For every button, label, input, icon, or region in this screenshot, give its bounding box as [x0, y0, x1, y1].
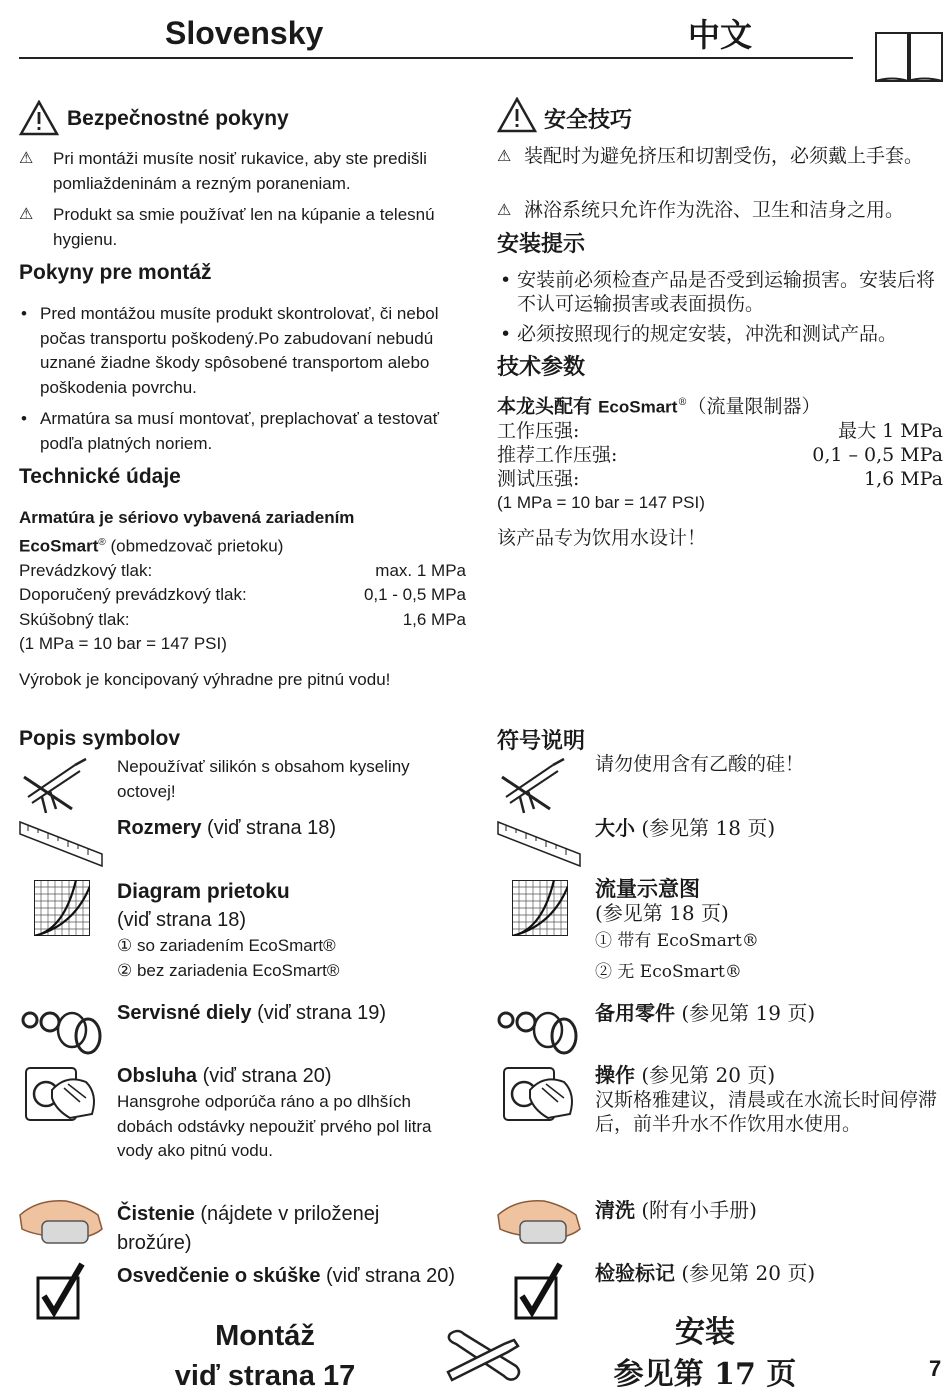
flow-diagram-icon: [34, 880, 90, 936]
symbols-heading-zh: 符号说明: [497, 728, 586, 754]
install-heading: Pokyny pre montáž: [19, 261, 212, 284]
tech-row: 工作压强: 最大 1 MPa: [497, 420, 943, 443]
silicone-gun-icon: [20, 757, 90, 815]
spare-parts-icon: [496, 1000, 580, 1058]
tech-row: Prevádzkový tlak: max. 1 MPa: [19, 560, 466, 580]
safety-heading-zh: 安全技巧: [544, 107, 633, 133]
section-title-chinese: 中文: [688, 16, 753, 54]
safety-item-zh: ⚠ 淋浴系统只允许作为洗浴、卫生和洁身之用。: [497, 199, 905, 221]
cleaning-label: Čistenie (nájdete v priloženej brožúre): [117, 1203, 380, 1254]
mounting-reference: Montáž viď strana 17: [174, 1320, 356, 1392]
mounting-reference-zh: 安装 参见第 17 页: [613, 1315, 797, 1392]
cleaning-hand-icon: [18, 1185, 104, 1247]
wrench-screwdriver-icon: [444, 1326, 524, 1384]
install-heading-zh: 安装提示: [497, 231, 586, 257]
ruler-icon: [496, 818, 582, 868]
book-icon: [874, 29, 944, 85]
flow-diagram-block-zh: 流量示意图 (参见第 18 页) ① 带有 EcoSmart® ② 无 EcoSmart®: [595, 876, 759, 982]
symbols-heading: Popis symbolov: [19, 727, 181, 750]
safety-item-zh: ⚠ 装配时为避免挤压和切割受伤，必须戴上手套。: [497, 145, 924, 167]
dimensions-label-zh: 大小 (参见第 18 页): [595, 816, 776, 840]
small-warning-icon: ⚠: [497, 200, 512, 219]
install-item-zh: • 安装前必须检查产品是否受到运输损害。安装后将不认可运输损害或表面损伤。: [500, 269, 936, 315]
tech-block-zh: 本龙头配有 EcoSmart®（流量限制器） 工作压强: 最大 1 MPa 推荐工作压强: 0,1 – 0,5 MPa 测试压强: 1,6 MPa (1 MPa = 10 bar = 147 PSI): [497, 395, 943, 513]
drinking-note-zh: 该产品专为饮用水设计！: [497, 527, 707, 549]
small-warning-icon: ⚠: [19, 150, 34, 167]
tech-row: 测试压强: 1,6 MPa: [497, 468, 943, 491]
tech-row: 推荐工作压强: 0,1 – 0,5 MPa: [497, 444, 943, 467]
silicone-text: Nepoužívať silikón s obsahom kyseliny octovej!: [117, 757, 410, 801]
warning-triangle-icon: [19, 100, 59, 136]
checkmark-box-icon: [36, 1262, 88, 1320]
tech-heading: Technické údaje: [19, 465, 181, 488]
silicone-text-zh: 请勿使用含有乙酸的硅！: [595, 753, 805, 775]
test-certificate-label-zh: 检验标记 (参见第 20 页): [595, 1261, 816, 1285]
drinking-note: Výrobok je koncipovaný výhradne pre pitnú vodu!: [19, 670, 391, 689]
flow-diagram-block: Diagram prietoku (viď strana 18) ① so zariadením EcoSmart® ② bez zariadenia EcoSmart®: [117, 880, 340, 980]
ruler-icon: [18, 818, 104, 868]
tech-block: Armatúra je sériovo vybavená zariadením EcoSmart® (obmedzovač prietoku) Prevádzkový tlak: max. 1 MPa Doporučený prevádzkový tlak: 0,1 - 0,5 MPa Skúšobný tlak: 1,6 MPa (1 MPa = 10 bar = 147 PSI): [19, 508, 466, 654]
install-item: • Pred montážou musíte produkt skontrolovať, či nebol počas transportu poškodený.Po zabudovaní nebudú uznané žiadne škody spôsobené transportom alebo poškodenia povrchu.: [21, 304, 439, 397]
section-title-slovak: Slovensky: [165, 15, 324, 51]
cleaning-label-zh: 清洗 (附有小手册): [595, 1198, 757, 1222]
test-certificate-label: Osvedčenie o skúške (viď strana 20): [117, 1265, 456, 1287]
hand-valve-icon: [498, 1064, 578, 1124]
checkmark-box-icon: [514, 1262, 566, 1320]
safety-item: ⚠ Pri montáži musíte nosiť rukavice, aby ste predišli pomliaždeninám a rezným poraneniam.: [19, 149, 427, 193]
hand-valve-icon: [20, 1064, 100, 1124]
silicone-gun-icon: [498, 757, 568, 815]
header-rule: [19, 57, 853, 59]
spare-parts-icon: [20, 1000, 104, 1058]
spare-parts-label-zh: 备用零件 (参见第 19 页): [595, 1001, 816, 1025]
dimensions-label: Rozmery (viď strana 18): [117, 817, 337, 839]
install-item: • Armatúra sa musí montovať, preplachovať a testovať podľa platných noriem.: [21, 409, 439, 453]
spare-parts-label: Servisné diely (viď strana 19): [117, 1002, 387, 1024]
tech-row: Skúšobný tlak: 1,6 MPa: [19, 609, 466, 629]
page-number: 7: [929, 1356, 942, 1381]
warning-triangle-icon: [497, 97, 537, 133]
operation-block: Obsluha (viď strana 20) Hansgrohe odporúča ráno a po dlhších dobách odstávky nepoužiť prvého pol litra vody ako pitnú vodu.: [117, 1065, 432, 1160]
safety-heading: Bezpečnostné pokyny: [67, 107, 289, 130]
install-item-zh: • 必须按照现行的规定安装，冲洗和测试产品。: [500, 323, 898, 345]
safety-item: ⚠ Produkt sa smie používať len na kúpanie a telesnú hygienu.: [19, 205, 435, 249]
operation-block-zh: 操作 (参见第 20 页) 汉斯格雅建议，清晨或在水流长时间停滞后，前半升水不作饮用水使用。: [595, 1063, 938, 1135]
tech-heading-zh: 技术参数: [497, 354, 586, 380]
small-warning-icon: ⚠: [19, 206, 34, 223]
cleaning-hand-icon: [496, 1185, 582, 1247]
tech-row: Doporučený prevádzkový tlak: 0,1 - 0,5 MPa: [19, 585, 466, 605]
small-warning-icon: ⚠: [497, 146, 512, 165]
flow-diagram-icon: [512, 880, 568, 936]
